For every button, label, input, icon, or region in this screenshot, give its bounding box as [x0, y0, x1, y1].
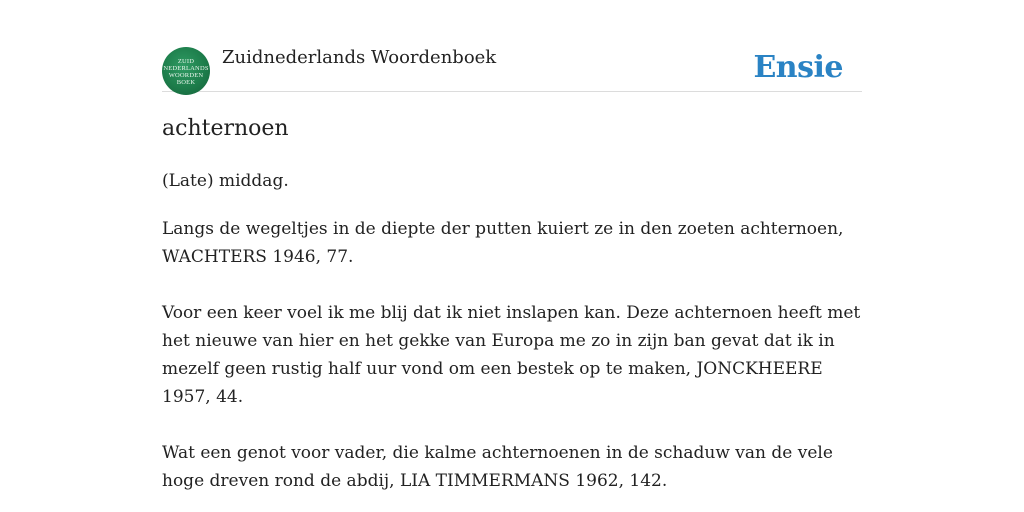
quotation: Langs de wegeltjes in de diepte der putten kuiert ze in den zoeten achternoen, WACHTERS 1946, 77.	[162, 219, 844, 267]
dictionary-title-link[interactable]: Zuidnederlands Woordenboek	[222, 47, 497, 68]
logo-line: ZUID	[177, 58, 195, 65]
entry-title: achternoen	[162, 116, 289, 141]
logo-line: BOEK	[176, 79, 196, 86]
logo-line: WOORDEN	[168, 72, 204, 79]
ensie-brand-logo[interactable]: Ensie	[753, 50, 843, 85]
quotation: Voor een keer voel ik me blij dat ik niet inslapen kan. Deze achternoen heeft met het nieuwe van hier en het gekke van Europa me zo in zijn ban gevat dat ik in mezelf geen rustig half uur vond om een bestek op te maken, JONCKHEERE 1957, 44.	[162, 303, 861, 407]
site-header	[162, 44, 862, 92]
logo-line: NEDERLANDS	[163, 65, 209, 72]
entry-definition: (Late) middag.	[162, 171, 289, 191]
quotation-list	[162, 215, 862, 512]
quotation: Wat een genot voor vader, die kalme achternoenen in de schaduw van de vele hoge dreven rond de abdij, LIA TIMMERMANS 1962, 142.	[162, 443, 833, 491]
dictionary-logo[interactable]	[162, 47, 210, 95]
